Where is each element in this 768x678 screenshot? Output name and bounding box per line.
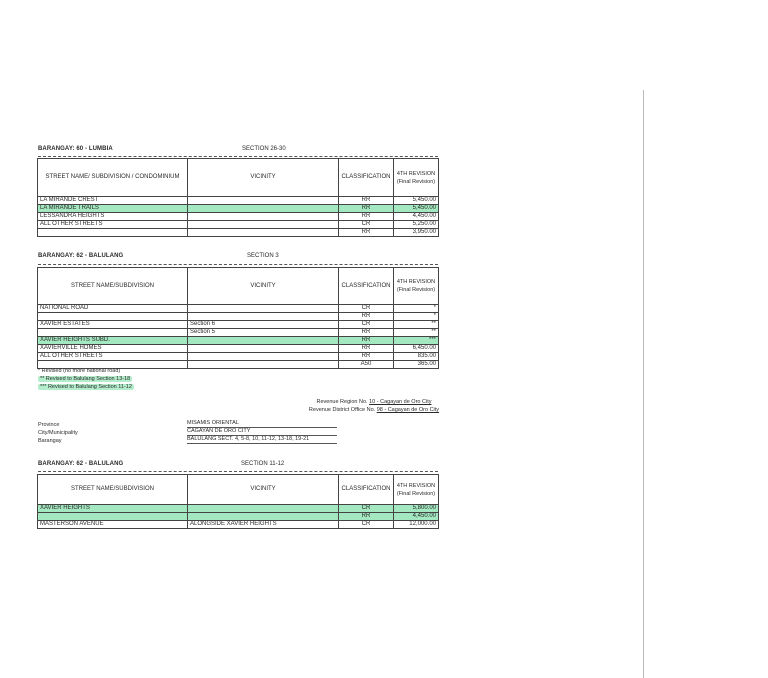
barangay-value: BALULANG SECT. 4, 5-8, 10, 11-12, 13-18, 19-21: [187, 435, 337, 444]
valuation-table: [37, 267, 439, 369]
table-row: [38, 305, 439, 313]
cell-street: ALL OTHER STREETS: [38, 353, 188, 361]
cell-vicinity: [188, 337, 339, 345]
cell-vicinity: [188, 313, 339, 321]
dashed-rule: [38, 471, 438, 472]
cell-street: LESSANDRA HEIGHTS: [38, 213, 188, 221]
cell-classification: CR: [339, 521, 394, 529]
cell-street: LA MIRANDE CREST: [38, 197, 188, 205]
province-value: MISAMIS ORIENTAL: [187, 419, 337, 428]
table-row: [38, 353, 439, 361]
dashed-rule: [38, 264, 438, 265]
cell-value: **: [394, 329, 439, 337]
cell-vicinity: [188, 205, 339, 213]
cell-vicinity: [188, 361, 339, 369]
city-value: CAGAYAN DE ORO CITY: [187, 427, 337, 436]
col-header-classification: CLASSIFICATION: [339, 475, 394, 505]
cell-vicinity: [188, 197, 339, 205]
cell-value: 835.00: [394, 353, 439, 361]
cell-value: **: [394, 321, 439, 329]
cell-street: XAVIERVILLE HOMES: [38, 345, 188, 353]
cell-value: 5,250.00: [394, 221, 439, 229]
col-header-vicinity: VICINITY: [188, 159, 339, 197]
province-label: Province: [38, 422, 60, 428]
cell-vicinity: [188, 353, 339, 361]
cell-vicinity: [188, 513, 339, 521]
cell-street: XAVIER HEIGHTS SUBD.: [38, 337, 188, 345]
revenue-region-label: Revenue Region No.: [316, 399, 368, 405]
table-row: [38, 513, 439, 521]
cell-classification: RR: [339, 345, 394, 353]
cell-value: 5,450.00: [394, 197, 439, 205]
cell-street: NATIONAL ROAD: [38, 305, 188, 313]
table-row: [38, 221, 439, 229]
col-header-street: STREET NAME/SUBDIVISION: [38, 475, 188, 505]
table-row: [38, 345, 439, 353]
cell-classification: A50: [339, 361, 394, 369]
cell-vicinity: ALONGSIDE XAVIER HEIGHTS: [188, 521, 339, 529]
col-header-street: STREET NAME/ SUBDIVISION / CONDOMINIUM: [38, 159, 188, 197]
cell-classification: RR: [339, 313, 394, 321]
cell-classification: CR: [339, 321, 394, 329]
cell-value: ***: [394, 337, 439, 345]
cell-vicinity: [188, 221, 339, 229]
rdo-value: 98 - Cagayan de Oro City: [376, 407, 440, 413]
cell-classification: RR: [339, 229, 394, 237]
table-row: [38, 213, 439, 221]
table-row: [38, 321, 439, 329]
cell-street: LA MIRANDE TRAILS: [38, 205, 188, 213]
barangay-heading: BARANGAY: 62 - BALULANG: [38, 461, 124, 467]
cell-value: 4,450.00: [394, 513, 439, 521]
table-row: [38, 229, 439, 237]
dashed-rule: [38, 156, 438, 157]
col-header-classification: CLASSIFICATION: [339, 159, 394, 197]
col-header-classification: CLASSIFICATION: [339, 268, 394, 305]
cell-value: 5,800.00: [394, 505, 439, 513]
table-row: [38, 329, 439, 337]
cell-street: XAVIER HEIGHTS: [38, 505, 188, 513]
cell-value: 5,450.00: [394, 205, 439, 213]
cell-value: 365.00: [394, 361, 439, 369]
col-header-street: STREET NAME/SUBDIVISION: [38, 268, 188, 305]
col-header-vicinity: VICINITY: [188, 268, 339, 305]
cell-value: *: [394, 313, 439, 321]
cell-street: [38, 229, 188, 237]
cell-classification: RR: [339, 197, 394, 205]
cell-value: 6,450.00: [394, 345, 439, 353]
cell-vicinity: Section 6: [188, 321, 339, 329]
cell-street: [38, 329, 188, 337]
cell-value: *: [394, 305, 439, 313]
table-row: [38, 521, 439, 529]
cell-classification: RR: [339, 329, 394, 337]
cell-vicinity: [188, 305, 339, 313]
rdo-label: Revenue District Office No.: [308, 407, 376, 413]
cell-classification: RR: [339, 513, 394, 521]
col-header-revision: 4TH REVISION (Final Revision): [394, 268, 439, 305]
col-header-revision: 4TH REVISION (Final Revision): [394, 475, 439, 505]
cell-value: 12,000.00: [394, 521, 439, 529]
page-edge: [643, 90, 644, 678]
valuation-table: [37, 474, 439, 529]
barangay-label: Barangay: [38, 438, 62, 444]
cell-street: [38, 313, 188, 321]
footnote-2: ** Revised to Balulang Section 13-18: [40, 376, 131, 382]
cell-classification: CR: [339, 221, 394, 229]
section-heading: SECTION 11-12: [241, 461, 285, 467]
table-row: [38, 313, 439, 321]
cell-classification: RR: [339, 353, 394, 361]
cell-value: 4,450.00: [394, 213, 439, 221]
col-header-vicinity: VICINITY: [188, 475, 339, 505]
section-heading: SECTION 26-30: [242, 146, 286, 152]
col-header-revision: 4TH REVISION (Final Revision): [394, 159, 439, 197]
footnote-1: * Revised (no more national road): [38, 368, 121, 374]
cell-value: 3,950.00: [394, 229, 439, 237]
section-heading: SECTION 3: [247, 253, 279, 259]
cell-vicinity: [188, 229, 339, 237]
table-row: [38, 505, 439, 513]
table-row: [38, 205, 439, 213]
cell-classification: RR: [339, 205, 394, 213]
cell-classification: CR: [339, 505, 394, 513]
table-row: [38, 337, 439, 345]
revenue-region-block: [0, 398, 768, 414]
cell-street: [38, 513, 188, 521]
barangay-heading: BARANGAY: 62 - BALULANG: [38, 253, 124, 259]
cell-street: MASTERSON AVENUE: [38, 521, 188, 529]
cell-classification: CR: [339, 305, 394, 313]
revenue-region-value: 10 - Cagayan de Oro City: [369, 399, 432, 405]
cell-vicinity: [188, 345, 339, 353]
cell-vicinity: [188, 505, 339, 513]
cell-street: XAVIER ESTATES: [38, 321, 188, 329]
barangay-heading: BARANGAY: 60 - LUMBIA: [38, 146, 113, 152]
cell-classification: RR: [339, 213, 394, 221]
footnotes: [38, 367, 134, 391]
cell-classification: RR: [339, 337, 394, 345]
table-row: [38, 197, 439, 205]
footnote-3: *** Revised to Balulang Section 11-12: [40, 384, 132, 390]
cell-vicinity: [188, 213, 339, 221]
valuation-table: [37, 158, 439, 237]
cell-street: ALL OTHER STREETS: [38, 221, 188, 229]
city-label: City/Municipality: [38, 430, 78, 436]
cell-vicinity: Section 5: [188, 329, 339, 337]
